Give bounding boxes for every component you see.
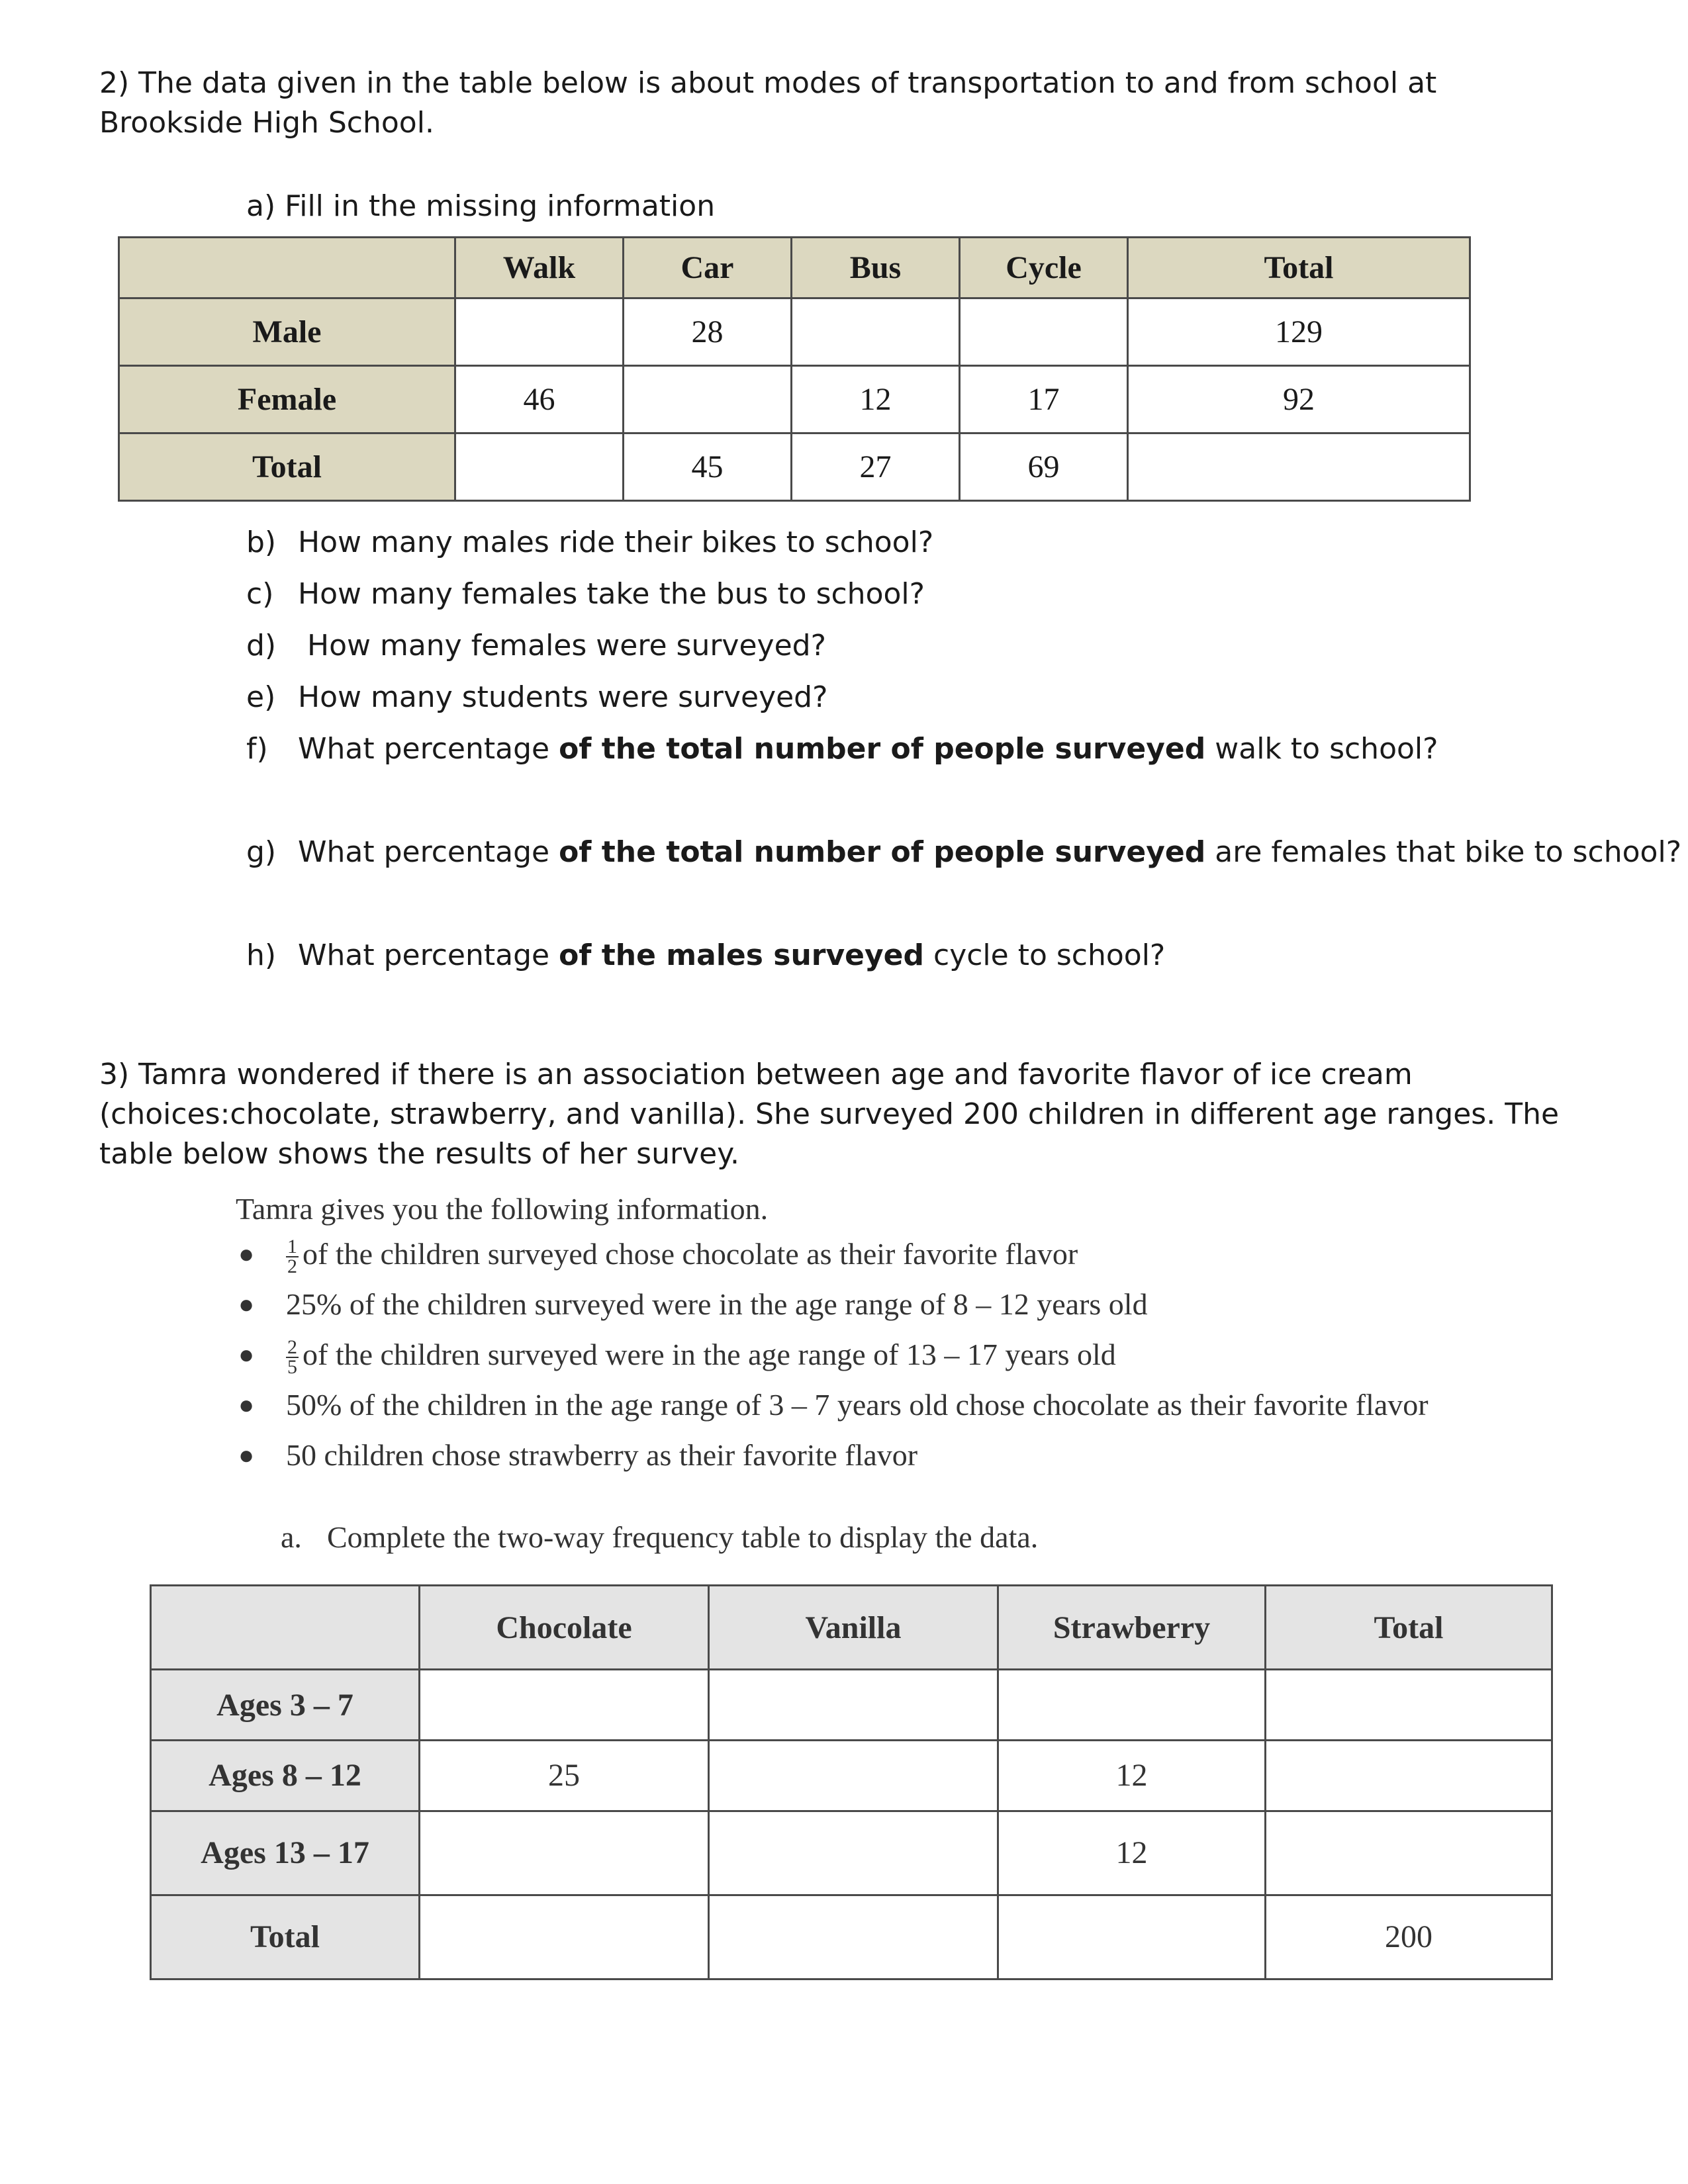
question-label: g) bbox=[246, 835, 277, 869]
question-text-post: are females that bike to school? bbox=[1205, 835, 1682, 869]
t1-cell-male-car[interactable]: 28 bbox=[624, 298, 792, 366]
t1-cell-female-total[interactable]: 92 bbox=[1128, 366, 1470, 433]
given-item-chocolate-fraction bbox=[238, 1229, 1429, 1279]
given-item-text: of the children surveyed were in the age range of 13 – 17 years old bbox=[303, 1338, 1116, 1371]
t1-cell-female-cycle[interactable]: 17 bbox=[960, 366, 1128, 433]
question-label: f) bbox=[246, 732, 268, 766]
question-text-pre: What percentage bbox=[298, 732, 559, 766]
q2-part-a: a) Fill in the missing information bbox=[246, 189, 716, 223]
t1-cell-female-bus[interactable]: 12 bbox=[792, 366, 960, 433]
question-text-bold: of the total number of people surveyed bbox=[559, 732, 1206, 766]
t1-header-walk: Walk bbox=[455, 238, 624, 298]
given-list bbox=[236, 1229, 1429, 1480]
t1-row-label-total: Total bbox=[119, 433, 455, 501]
bullet-icon: ● bbox=[238, 1390, 255, 1420]
given-item-age-13-17 bbox=[238, 1330, 1429, 1380]
question-label: d) bbox=[246, 629, 277, 662]
t2-header-corner bbox=[151, 1586, 420, 1670]
t2-cell-8-12-vanilla[interactable] bbox=[709, 1740, 998, 1811]
fraction-denominator: 5 bbox=[287, 1356, 297, 1379]
t2-cell-total-chocolate[interactable] bbox=[420, 1895, 709, 1979]
given-item-age-8-12 bbox=[238, 1279, 1429, 1330]
bullet-icon: ● bbox=[238, 1239, 255, 1269]
question-text-bold: of the total number of people surveyed bbox=[559, 835, 1206, 869]
q2-intro: 2) The data given in the table below is about modes of transportation to and from school at Brookside High School. bbox=[99, 66, 1437, 140]
q2-question-c bbox=[246, 574, 925, 614]
t2-row-label-total: Total bbox=[151, 1895, 420, 1979]
q2-question-g bbox=[246, 833, 1681, 872]
question-label: b) bbox=[246, 525, 277, 559]
t2-cell-total-total[interactable]: 200 bbox=[1266, 1895, 1552, 1979]
question-label: c) bbox=[246, 577, 274, 611]
bullet-icon: ● bbox=[238, 1289, 255, 1319]
given-title: Tamra gives you the following information. bbox=[236, 1192, 769, 1226]
t1-header-bus: Bus bbox=[792, 238, 960, 298]
t2-cell-13-17-chocolate[interactable] bbox=[420, 1811, 709, 1895]
q2-question-f bbox=[246, 729, 1438, 769]
fraction-denominator: 2 bbox=[287, 1255, 297, 1278]
given-item-text: 25% of the children surveyed were in the age range of 8 – 12 years old bbox=[286, 1287, 1148, 1321]
fraction bbox=[286, 1238, 299, 1276]
t2-cell-8-12-strawberry[interactable]: 12 bbox=[998, 1740, 1266, 1811]
q3-intro: 3) Tamra wondered if there is an association between age and favorite flavor of ice cream (choices:chocolate, strawberry, and vanilla). She surveyed 200 children in different age ranges. The table below shows the results of her survey. bbox=[99, 1058, 1560, 1171]
fraction bbox=[286, 1338, 299, 1377]
question-text-post: walk to school? bbox=[1205, 732, 1438, 766]
question-label: h) bbox=[246, 938, 277, 972]
t2-cell-total-vanilla[interactable] bbox=[709, 1895, 998, 1979]
q2-question-h bbox=[246, 936, 1165, 976]
t2-cell-3-7-total[interactable] bbox=[1266, 1670, 1552, 1741]
q3-part-a bbox=[281, 1520, 1038, 1555]
t1-cell-total-walk[interactable] bbox=[455, 433, 624, 501]
question-label: e) bbox=[246, 680, 276, 714]
t2-cell-total-strawberry[interactable] bbox=[998, 1895, 1266, 1979]
t1-cell-female-walk[interactable]: 46 bbox=[455, 366, 624, 433]
question-text: How many females were surveyed? bbox=[298, 629, 826, 662]
question-text: How many students were surveyed? bbox=[298, 680, 828, 714]
t2-row-label-ages-8-12: Ages 8 – 12 bbox=[151, 1740, 420, 1811]
t1-row-label-male: Male bbox=[119, 298, 455, 366]
given-information bbox=[236, 1191, 1429, 1480]
t2-cell-13-17-vanilla[interactable] bbox=[709, 1811, 998, 1895]
part-a-text: Complete the two-way frequency table to display the data. bbox=[327, 1520, 1039, 1554]
given-item-strawberry bbox=[238, 1430, 1429, 1480]
t1-header-cycle: Cycle bbox=[960, 238, 1128, 298]
t2-header-vanilla: Vanilla bbox=[709, 1586, 998, 1670]
t1-cell-male-bus[interactable] bbox=[792, 298, 960, 366]
t2-header-chocolate: Chocolate bbox=[420, 1586, 709, 1670]
part-a-label: a. bbox=[281, 1520, 302, 1554]
bullet-icon: ● bbox=[238, 1440, 255, 1470]
q2-question-e bbox=[246, 678, 827, 717]
t2-cell-3-7-strawberry[interactable] bbox=[998, 1670, 1266, 1741]
given-item-text: of the children surveyed chose chocolate as their favorite flavor bbox=[303, 1237, 1078, 1271]
question-text-post: cycle to school? bbox=[924, 938, 1166, 972]
question-text: How many males ride their bikes to school? bbox=[298, 525, 934, 559]
t2-cell-8-12-chocolate[interactable]: 25 bbox=[420, 1740, 709, 1811]
t2-header-strawberry: Strawberry bbox=[998, 1586, 1266, 1670]
t1-header-total: Total bbox=[1128, 238, 1470, 298]
bullet-icon: ● bbox=[238, 1340, 255, 1369]
t1-cell-male-walk[interactable] bbox=[455, 298, 624, 366]
question-text-pre: What percentage bbox=[298, 938, 559, 972]
fraction-numerator: 1 bbox=[287, 1236, 297, 1258]
transportation-table bbox=[118, 236, 1471, 502]
t2-cell-3-7-vanilla[interactable] bbox=[709, 1670, 998, 1741]
t1-cell-total-bus[interactable]: 27 bbox=[792, 433, 960, 501]
ice-cream-table bbox=[150, 1584, 1553, 1980]
t1-header-corner bbox=[119, 238, 455, 298]
given-item-text: 50 children chose strawberry as their favorite flavor bbox=[286, 1438, 918, 1472]
t2-cell-13-17-total[interactable] bbox=[1266, 1811, 1552, 1895]
t2-row-label-ages-3-7: Ages 3 – 7 bbox=[151, 1670, 420, 1741]
question-text: How many females take the bus to school? bbox=[298, 577, 925, 611]
q2-question-d bbox=[246, 626, 826, 666]
t1-cell-total-cycle[interactable]: 69 bbox=[960, 433, 1128, 501]
fraction-numerator: 2 bbox=[287, 1336, 297, 1359]
given-item-text: 50% of the children in the age range of 3 – 7 years old chose chocolate as their favorite flavor bbox=[286, 1388, 1429, 1422]
t2-cell-8-12-total[interactable] bbox=[1266, 1740, 1552, 1811]
t1-cell-total-total[interactable] bbox=[1128, 433, 1470, 501]
q2-question-b bbox=[246, 523, 933, 563]
t1-cell-female-car[interactable] bbox=[624, 366, 792, 433]
t1-cell-total-car[interactable]: 45 bbox=[624, 433, 792, 501]
t2-row-label-ages-13-17: Ages 13 – 17 bbox=[151, 1811, 420, 1895]
question-text-pre: What percentage bbox=[298, 835, 559, 869]
t1-cell-male-cycle[interactable] bbox=[960, 298, 1128, 366]
t1-cell-male-total[interactable]: 129 bbox=[1128, 298, 1470, 366]
t1-header-car: Car bbox=[624, 238, 792, 298]
given-item-age-3-7-chocolate bbox=[238, 1380, 1429, 1430]
question-text-bold: of the males surveyed bbox=[559, 938, 925, 972]
t2-cell-3-7-chocolate[interactable] bbox=[420, 1670, 709, 1741]
t1-row-label-female: Female bbox=[119, 366, 455, 433]
t2-header-total: Total bbox=[1266, 1586, 1552, 1670]
t2-cell-13-17-strawberry[interactable]: 12 bbox=[998, 1811, 1266, 1895]
